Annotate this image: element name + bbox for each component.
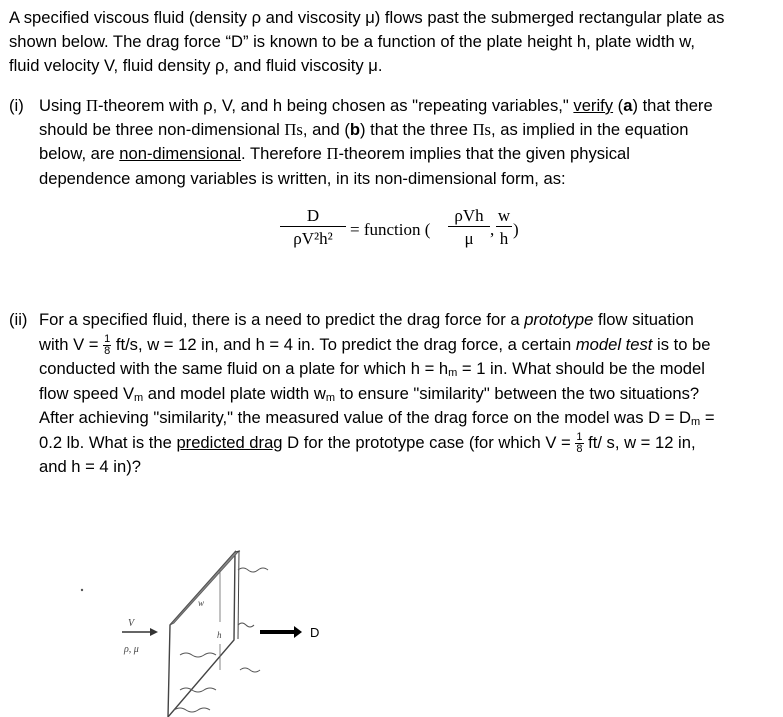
intro-line: A specified viscous fluid (density ρ and viscosity μ) flows past the submerged rectangular plate as	[9, 8, 725, 27]
part-ii-line	[9, 431, 777, 456]
subscript-m: m	[134, 391, 144, 404]
subscript-m: m	[448, 367, 458, 379]
pi-equation	[280, 204, 540, 256]
width-dimension-line	[208, 561, 230, 585]
part-i-paragraph	[9, 94, 777, 191]
text: ft/s, w = 12 in, and h = 4 in. To predict the drag force, a certain	[111, 334, 576, 354]
label-a: a	[623, 96, 633, 115]
text: is to be	[652, 334, 711, 354]
verify-text: verify	[573, 96, 614, 115]
text: -theorem implies that the given physical	[338, 144, 630, 164]
part-i-line: dependence among variables is written, in its non-dimensional form, as:	[39, 168, 566, 188]
text: Using	[39, 96, 87, 115]
lhs-denominator: ρV²h²	[280, 226, 346, 249]
predicted-drag-text: predicted drag	[176, 432, 283, 452]
part-i-line	[9, 142, 777, 166]
part-ii-line	[9, 382, 777, 407]
fraction-numerator: 1	[104, 332, 111, 345]
part-ii-line	[9, 406, 777, 431]
one-eighth-fraction	[575, 432, 583, 455]
plate-figure	[70, 540, 370, 717]
arg1-denominator: μ	[448, 226, 490, 249]
text: conducted with the same fluid on a plate for which h = h	[39, 359, 449, 378]
part-i-line	[9, 94, 777, 118]
text: 0.2 lb. What is the	[39, 432, 177, 452]
text: After achieving "similarity," the measured value of the drag force on the model was D = D	[39, 408, 692, 427]
flow-line	[238, 623, 254, 627]
text: For a specified fluid, there is a need to predict the drag force for a	[39, 310, 525, 329]
intro-paragraph	[9, 6, 777, 79]
text: =	[700, 408, 715, 427]
flow-line	[180, 688, 216, 692]
fluid-label: ρ, μ	[124, 644, 139, 655]
intro-line: shown below. The drag force “D” is known to be a function of the plate height h, plate width w,	[9, 32, 695, 52]
flow-line	[180, 653, 216, 657]
dot-mark	[81, 589, 83, 591]
text: ) that there	[632, 96, 713, 115]
text: flow speed V	[39, 383, 135, 403]
close-paren: )	[513, 220, 519, 239]
subscript-m: m	[691, 416, 701, 428]
arg2-numerator: w	[497, 206, 511, 225]
text: ft/ s, w = 12 in,	[583, 432, 696, 452]
drag-label: D	[310, 625, 320, 640]
arg2-fraction	[496, 206, 512, 249]
width-label: w	[198, 598, 205, 608]
pis-symbol: Πs	[472, 120, 492, 140]
text: to ensure "similarity" between the two situations?	[335, 383, 700, 403]
part-i-line	[9, 118, 777, 142]
height-label: h	[217, 630, 222, 640]
text: ) that the three	[360, 120, 473, 140]
drag-arrow-head	[294, 626, 302, 638]
part-ii-paragraph	[9, 308, 777, 480]
flow-line	[174, 708, 210, 712]
text: and model plate width w	[143, 383, 326, 403]
flow-line	[240, 668, 260, 672]
text: = 1 in. What should be the model	[457, 359, 705, 378]
fraction-denominator: 8	[576, 442, 583, 455]
prototype-text: prototype	[524, 310, 594, 329]
part-ii-line	[9, 308, 777, 333]
part-ii-line: and h = 4 in)?	[39, 457, 141, 476]
text: with V =	[39, 334, 104, 354]
text: D for the prototype case (for which V =	[282, 432, 576, 452]
plate-outline	[168, 552, 235, 717]
subscript-m: m	[325, 391, 335, 404]
arg1-numerator: ρVh	[454, 206, 484, 225]
part-ii-line	[9, 357, 777, 382]
comma: ,	[490, 220, 495, 239]
plate-edge-line	[238, 551, 239, 639]
part-ii-number: (ii)	[9, 310, 28, 329]
width-dimension-line	[178, 596, 198, 618]
part-ii-line	[9, 333, 777, 358]
text: (	[613, 96, 624, 115]
arg1-fraction	[448, 206, 490, 249]
pis-symbol: Πs	[284, 120, 303, 140]
non-dimensional-text: non-dimensional	[119, 144, 242, 164]
arg2-denominator: h	[496, 226, 512, 249]
label-b: b	[349, 120, 361, 140]
text: , and (	[302, 120, 350, 140]
velocity-arrow-head	[150, 628, 158, 636]
fraction-denominator: 8	[104, 344, 111, 357]
lhs-fraction	[280, 206, 346, 249]
pi-symbol: Π	[86, 96, 99, 115]
text: below, are	[39, 144, 120, 164]
text: should be three non-dimensional	[39, 120, 285, 140]
intro-line: fluid velocity V, fluid density ρ, and fluid viscosity μ.	[9, 56, 383, 76]
text: . Therefore	[241, 144, 327, 164]
text: -theorem with ρ, V, and h being chosen as "repeating variables,"	[98, 96, 574, 115]
text: , as implied in the equation	[491, 120, 689, 140]
flow-line	[238, 568, 268, 572]
text: flow situation	[593, 310, 694, 329]
equals-function: = function (	[350, 220, 431, 239]
fraction-numerator: 1	[576, 430, 583, 443]
lhs-numerator: D	[306, 206, 320, 225]
velocity-label: V	[128, 618, 135, 629]
pi-symbol: Π	[326, 144, 339, 164]
model-test-text: model test	[575, 334, 653, 354]
part-i-number: (i)	[9, 96, 24, 115]
